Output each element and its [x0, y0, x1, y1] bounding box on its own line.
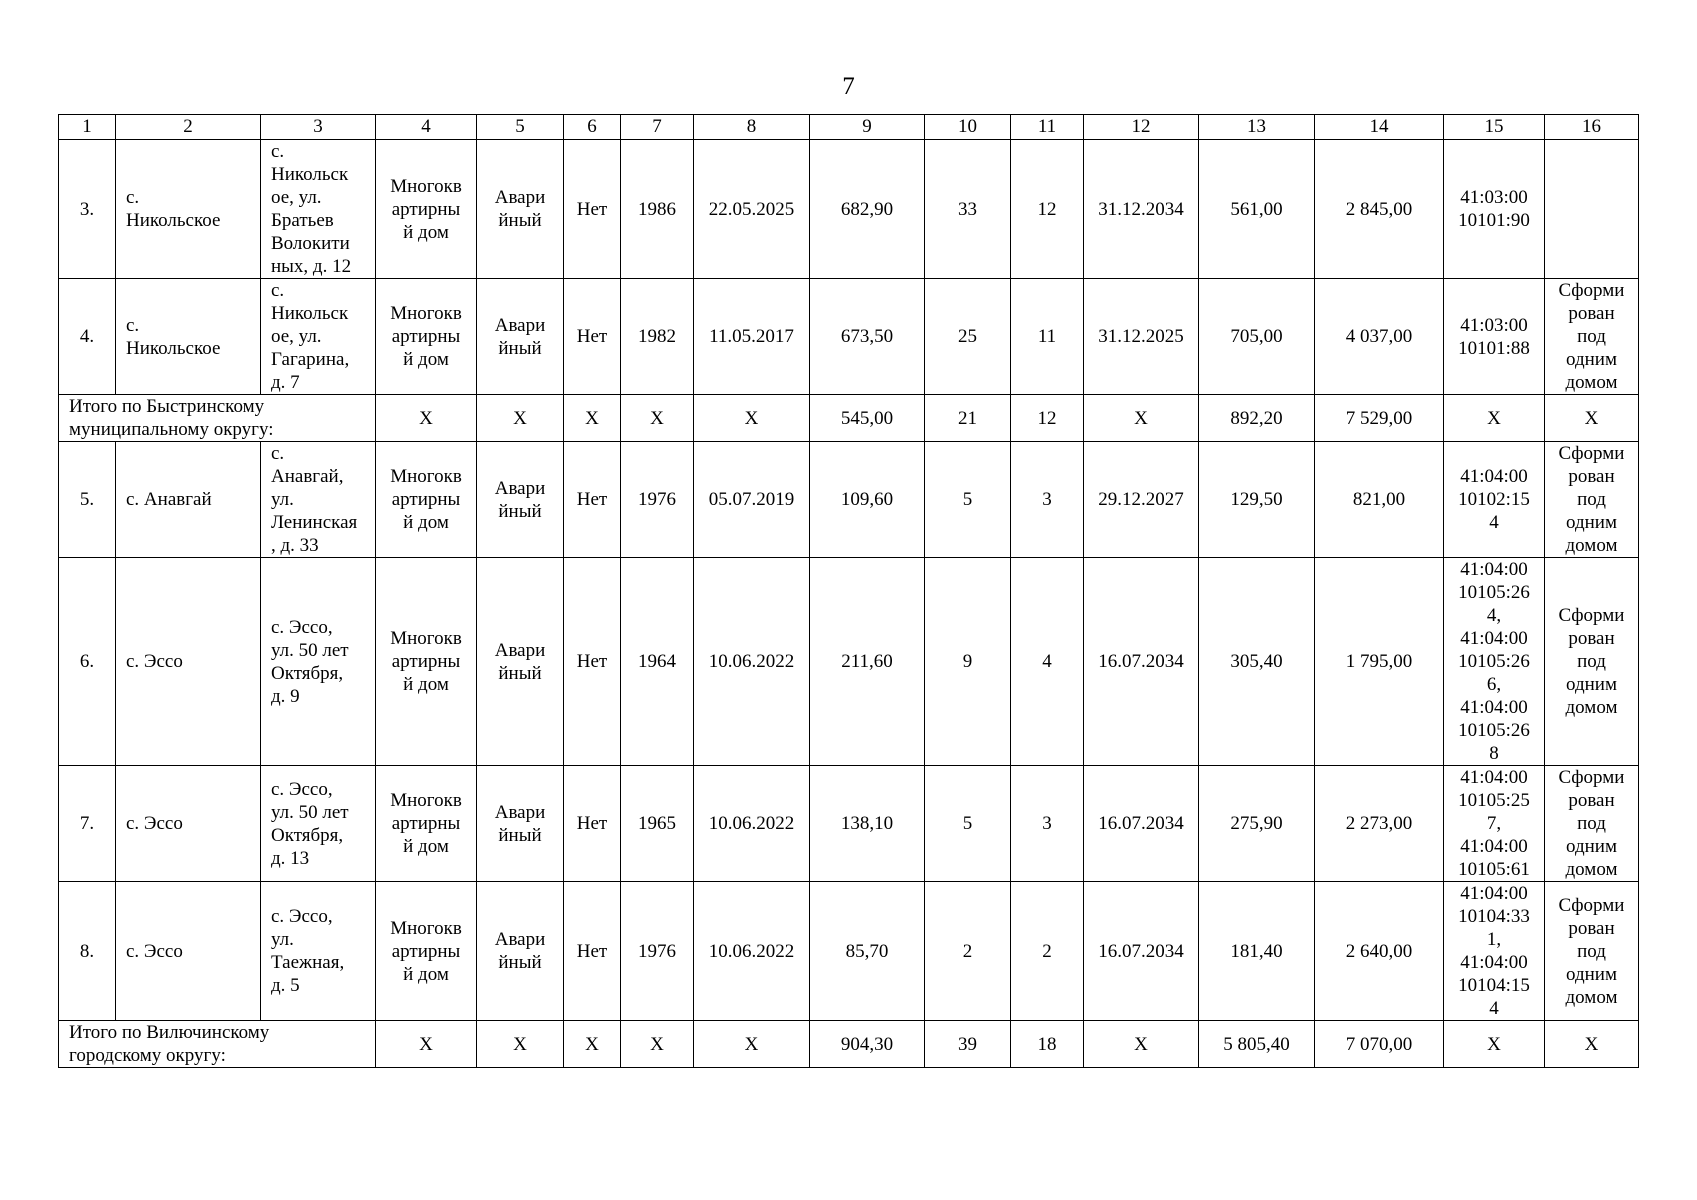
table-cell: 1976 — [621, 442, 694, 558]
table-cell: с. Никольское — [116, 279, 261, 395]
table-cell: 705,00 — [1199, 279, 1315, 395]
total-cell: X — [694, 1021, 810, 1068]
column-number-2: 2 — [116, 115, 261, 140]
table-cell: 1982 — [621, 279, 694, 395]
table-cell: Сформи рован под одним домом — [1545, 558, 1639, 766]
column-number-15: 15 — [1444, 115, 1545, 140]
table-cell: 41:04:00 10105:25 7, 41:04:00 10105:61 — [1444, 766, 1545, 882]
total-cell: X — [564, 1021, 621, 1068]
table-cell: Авари йный — [477, 558, 564, 766]
total-cell: 39 — [925, 1021, 1011, 1068]
table-cell: Многокв артирны й дом — [376, 558, 477, 766]
table-cell: с. Эссо — [116, 882, 261, 1021]
table-cell: Авари йный — [477, 279, 564, 395]
table-cell: 05.07.2019 — [694, 442, 810, 558]
page-number: 7 — [842, 73, 855, 100]
total-cell: 545,00 — [810, 395, 925, 442]
column-number-12: 12 — [1084, 115, 1199, 140]
table-cell: 2 — [1011, 882, 1084, 1021]
table-cell: 4 — [1011, 558, 1084, 766]
total-cell: X — [621, 1021, 694, 1068]
table-cell: 16.07.2034 — [1084, 558, 1199, 766]
column-number-14: 14 — [1315, 115, 1444, 140]
table-cell: 16.07.2034 — [1084, 766, 1199, 882]
total-row — [59, 395, 1639, 442]
table-cell: 2 273,00 — [1315, 766, 1444, 882]
column-number-9: 9 — [810, 115, 925, 140]
table-cell: Сформи рован под одним домом — [1545, 279, 1639, 395]
total-cell: X — [694, 395, 810, 442]
table-cell: 305,40 — [1199, 558, 1315, 766]
table-cell: 5 — [925, 442, 1011, 558]
table-row — [59, 279, 1639, 395]
column-number-1: 1 — [59, 115, 116, 140]
table-cell: 682,90 — [810, 140, 925, 279]
column-number-4: 4 — [376, 115, 477, 140]
table-cell: Нет — [564, 882, 621, 1021]
table-cell: Многокв артирны й дом — [376, 140, 477, 279]
table-cell: 25 — [925, 279, 1011, 395]
table-cell: 9 — [925, 558, 1011, 766]
table-cell: Сформи рован под одним домом — [1545, 442, 1639, 558]
total-row-label: Итого по Вилючинскому городскому округу: — [59, 1021, 376, 1068]
total-cell: X — [1084, 395, 1199, 442]
table-cell: 275,90 — [1199, 766, 1315, 882]
table-cell: 12 — [1011, 140, 1084, 279]
table-cell — [1545, 140, 1639, 279]
table-cell: Многокв артирны й дом — [376, 882, 477, 1021]
table-cell: 85,70 — [810, 882, 925, 1021]
table-cell: 3 — [1011, 766, 1084, 882]
table-cell: Многокв артирны й дом — [376, 766, 477, 882]
total-cell: 18 — [1011, 1021, 1084, 1068]
table-cell: 1986 — [621, 140, 694, 279]
table-cell: 41:04:00 10105:26 4, 41:04:00 10105:26 6, 41:04:00 10105:26 8 — [1444, 558, 1545, 766]
table-cell: с. Никольск ое, ул. Братьев Волокити ных, д. 12 — [261, 140, 376, 279]
table-cell: с. Анавгай, ул. Ленинская , д. 33 — [261, 442, 376, 558]
table-cell: 11.05.2017 — [694, 279, 810, 395]
table-cell: 31.12.2025 — [1084, 279, 1199, 395]
table-cell: 211,60 — [810, 558, 925, 766]
table-cell: 29.12.2027 — [1084, 442, 1199, 558]
table-cell: Нет — [564, 558, 621, 766]
total-cell: 21 — [925, 395, 1011, 442]
table-cell: 41:03:00 10101:88 — [1444, 279, 1545, 395]
table-row — [59, 442, 1639, 558]
table-cell: Нет — [564, 766, 621, 882]
table-cell: 10.06.2022 — [694, 766, 810, 882]
table-cell: 41:04:00 10102:15 4 — [1444, 442, 1545, 558]
total-cell: X — [1545, 1021, 1639, 1068]
column-number-13: 13 — [1199, 115, 1315, 140]
table-cell: 1976 — [621, 882, 694, 1021]
table-cell: Многокв артирны й дом — [376, 279, 477, 395]
table-cell: 41:04:00 10104:33 1, 41:04:00 10104:15 4 — [1444, 882, 1545, 1021]
table-cell: 1965 — [621, 766, 694, 882]
column-number-11: 11 — [1011, 115, 1084, 140]
column-number-3: 3 — [261, 115, 376, 140]
table-cell: Сформи рован под одним домом — [1545, 766, 1639, 882]
column-number-10: 10 — [925, 115, 1011, 140]
total-cell: X — [1545, 395, 1639, 442]
table-cell: 2 640,00 — [1315, 882, 1444, 1021]
table-cell: 1964 — [621, 558, 694, 766]
total-cell: X — [477, 395, 564, 442]
total-cell: 7 529,00 — [1315, 395, 1444, 442]
total-cell: X — [376, 1021, 477, 1068]
table-cell: 5. — [59, 442, 116, 558]
total-cell: 5 805,40 — [1199, 1021, 1315, 1068]
column-number-6: 6 — [564, 115, 621, 140]
header-row — [59, 115, 1639, 140]
table-row — [59, 766, 1639, 882]
table-cell: 3 — [1011, 442, 1084, 558]
table-row — [59, 558, 1639, 766]
table-cell: Авари йный — [477, 442, 564, 558]
table-cell: Сформи рован под одним домом — [1545, 882, 1639, 1021]
total-cell: 904,30 — [810, 1021, 925, 1068]
table-cell: 10.06.2022 — [694, 558, 810, 766]
table-cell: 6. — [59, 558, 116, 766]
table-cell: 11 — [1011, 279, 1084, 395]
table-cell: с. Эссо — [116, 558, 261, 766]
table-cell: с. Никольск ое, ул. Гагарина, д. 7 — [261, 279, 376, 395]
column-number-7: 7 — [621, 115, 694, 140]
table-cell: 1 795,00 — [1315, 558, 1444, 766]
table-cell: 4 037,00 — [1315, 279, 1444, 395]
table-row — [59, 882, 1639, 1021]
total-cell: 7 070,00 — [1315, 1021, 1444, 1068]
table-cell: 4. — [59, 279, 116, 395]
column-number-5: 5 — [477, 115, 564, 140]
housing-registry-table — [58, 114, 1639, 1068]
table-cell: 561,00 — [1199, 140, 1315, 279]
table-cell: Авари йный — [477, 766, 564, 882]
table-cell: Авари йный — [477, 882, 564, 1021]
table-cell: 138,10 — [810, 766, 925, 882]
table-cell: 2 — [925, 882, 1011, 1021]
table-cell: 7. — [59, 766, 116, 882]
total-cell: 12 — [1011, 395, 1084, 442]
column-number-8: 8 — [694, 115, 810, 140]
table-cell: 33 — [925, 140, 1011, 279]
total-cell: X — [621, 395, 694, 442]
table-cell: Многокв артирны й дом — [376, 442, 477, 558]
table-body — [59, 115, 1639, 1068]
table-cell: с. Эссо — [116, 766, 261, 882]
table-cell: Нет — [564, 279, 621, 395]
table-cell: 181,40 — [1199, 882, 1315, 1021]
table-cell: 41:03:00 10101:90 — [1444, 140, 1545, 279]
table-cell: 16.07.2034 — [1084, 882, 1199, 1021]
total-cell: X — [376, 395, 477, 442]
table-row — [59, 140, 1639, 279]
total-cell: X — [564, 395, 621, 442]
table-cell: 10.06.2022 — [694, 882, 810, 1021]
table-cell: 31.12.2034 — [1084, 140, 1199, 279]
table-cell: с. Никольское — [116, 140, 261, 279]
total-row-label: Итого по Быстринскому муниципальному округу: — [59, 395, 376, 442]
total-cell: 892,20 — [1199, 395, 1315, 442]
table-cell: Нет — [564, 140, 621, 279]
table-cell: 5 — [925, 766, 1011, 882]
table-cell: 3. — [59, 140, 116, 279]
total-row — [59, 1021, 1639, 1068]
column-number-16: 16 — [1545, 115, 1639, 140]
table-cell: с. Анавгай — [116, 442, 261, 558]
table-cell: 821,00 — [1315, 442, 1444, 558]
table-cell: с. Эссо, ул. Таежная, д. 5 — [261, 882, 376, 1021]
total-cell: X — [1444, 1021, 1545, 1068]
table-cell: 129,50 — [1199, 442, 1315, 558]
total-cell: X — [477, 1021, 564, 1068]
total-cell: X — [1444, 395, 1545, 442]
table-cell: 2 845,00 — [1315, 140, 1444, 279]
total-cell: X — [1084, 1021, 1199, 1068]
table-cell: с. Эссо, ул. 50 лет Октября, д. 9 — [261, 558, 376, 766]
table-cell: 8. — [59, 882, 116, 1021]
table-cell: 109,60 — [810, 442, 925, 558]
table-cell: Авари йный — [477, 140, 564, 279]
table-cell: 673,50 — [810, 279, 925, 395]
table-cell: 22.05.2025 — [694, 140, 810, 279]
table-cell: Нет — [564, 442, 621, 558]
table-cell: с. Эссо, ул. 50 лет Октября, д. 13 — [261, 766, 376, 882]
